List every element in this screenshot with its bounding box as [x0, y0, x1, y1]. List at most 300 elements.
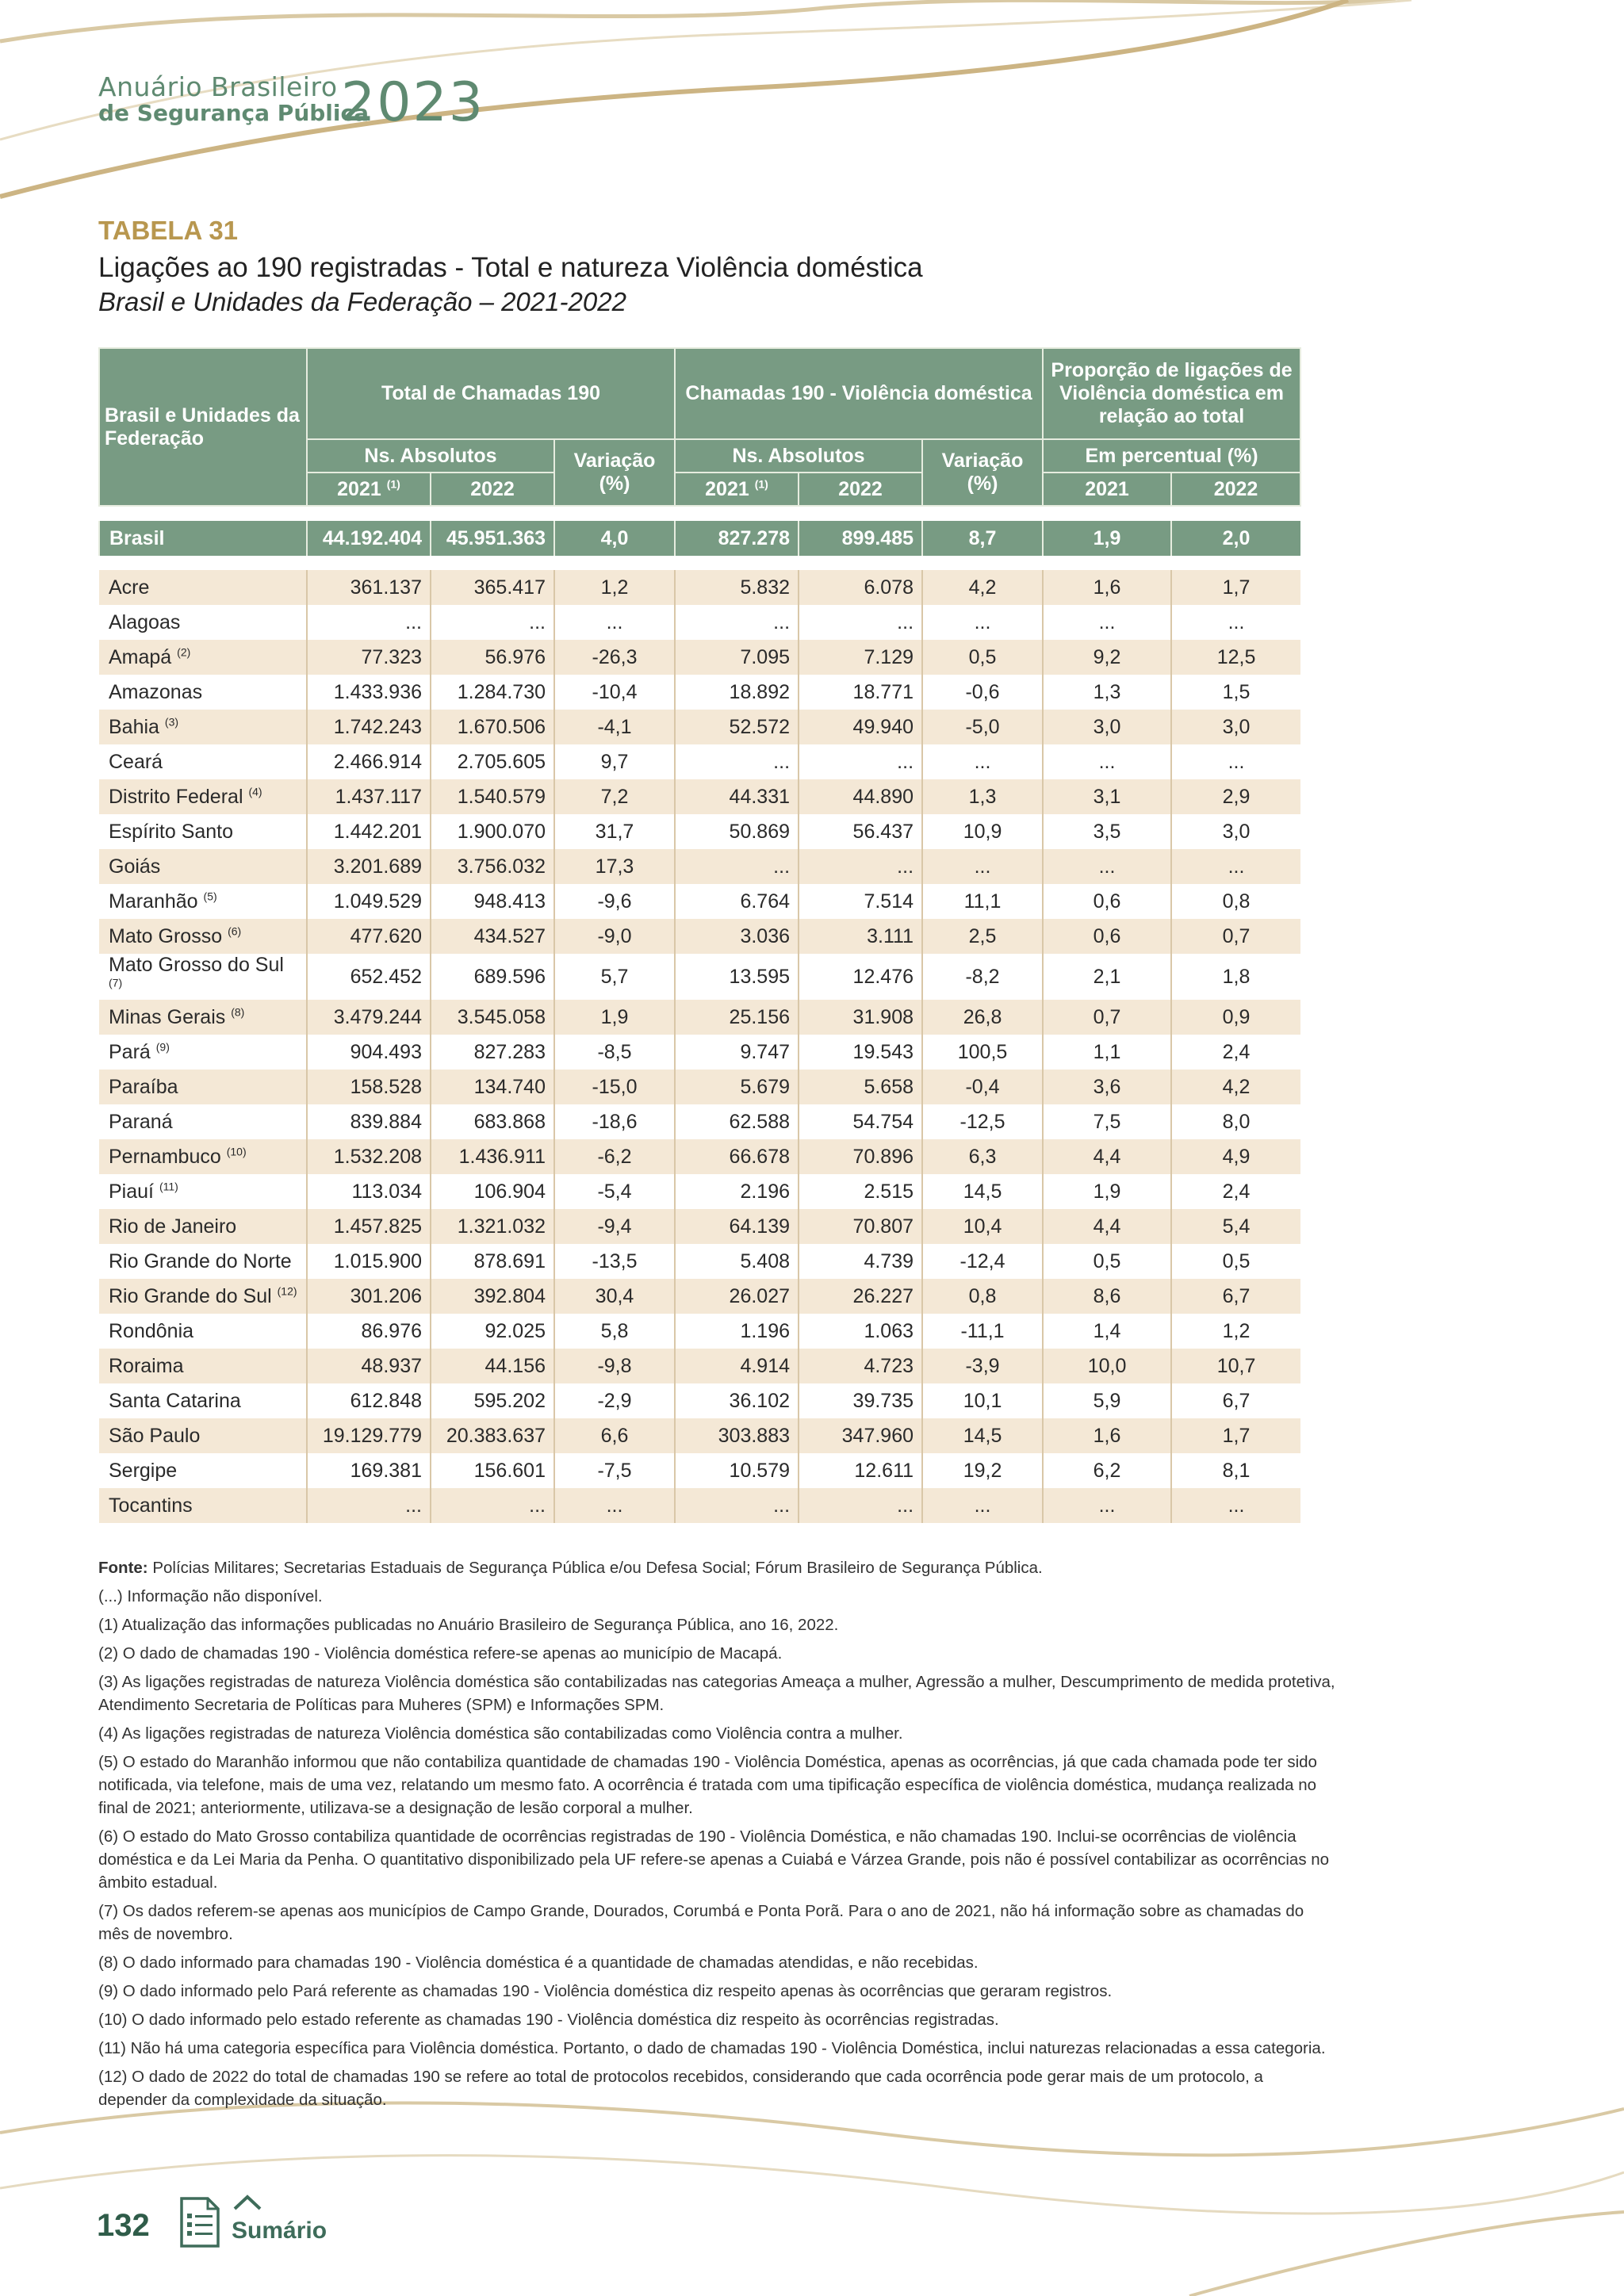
- cell: 9,2: [1043, 640, 1171, 675]
- cell: 1,1: [1043, 1035, 1171, 1070]
- cell: 3.201.689: [307, 849, 431, 884]
- cell: 66.678: [675, 1139, 799, 1174]
- table-row: [99, 710, 1300, 744]
- cell: 2.466.914: [307, 744, 431, 779]
- cell: 49.940: [799, 710, 922, 744]
- cell: 3,6: [1043, 1070, 1171, 1104]
- cell: ...: [799, 849, 922, 884]
- row-name: Rio Grande do Norte: [99, 1244, 307, 1279]
- cell: 4.723: [799, 1349, 922, 1383]
- table-row-brasil: [99, 521, 1300, 556]
- cell: 31,7: [554, 814, 675, 849]
- cell: 2,4: [1171, 1174, 1300, 1209]
- cell: ...: [1171, 1488, 1300, 1523]
- cell: 12.611: [799, 1453, 922, 1488]
- cell: -6,2: [554, 1139, 675, 1174]
- cell: ...: [675, 849, 799, 884]
- footnote-item: (1) Atualização das informações publicadas no Anuário Brasileiro de Segurança Pública, ano 16, 2022.: [98, 1616, 839, 1634]
- cell: 2,9: [1171, 779, 1300, 814]
- cell: ...: [1043, 605, 1171, 640]
- cell: 1,9: [1043, 521, 1171, 556]
- table-row: [99, 1174, 1300, 1209]
- cell: -15,0: [554, 1070, 675, 1104]
- footnote-item: (...) Informação não disponível.: [98, 1587, 323, 1605]
- footnote-item: (6) O estado do Mato Grosso contabiliza quantidade de ocorrências registradas de 190 - Violência Doméstica, e não chamadas 190. Inclui-se ocorrências de violência doméstica e da Lei Maria da Penha. O quantitativo disponibilizado pela UF refere-se apenas a Cuiabá e Várzea Grande, pois não é possível contabilizar as ocorrências no âmbito estadual.: [98, 1827, 1330, 1892]
- cell: 0,6: [1043, 919, 1171, 954]
- row-name: Pará $^{(9)}$: [99, 1035, 307, 1070]
- cell: 5,4: [1171, 1209, 1300, 1244]
- cell: 8,1: [1171, 1453, 1300, 1488]
- cell: 44.192.404: [307, 521, 431, 556]
- cell: 4,2: [922, 570, 1043, 605]
- brand-year: 2023: [341, 71, 485, 134]
- cell: 18.892: [675, 675, 799, 710]
- cell: 361.137: [307, 570, 431, 605]
- header-year-2021: 2021 $^{(1)}$: [675, 473, 799, 506]
- table-label: TABELA 31: [98, 216, 239, 245]
- cell: 0,5: [1171, 1244, 1300, 1279]
- cell: 14,5: [922, 1418, 1043, 1453]
- cell: ...: [922, 605, 1043, 640]
- cell: 6.764: [675, 884, 799, 919]
- cell: 0,8: [1171, 884, 1300, 919]
- row-name: Santa Catarina: [99, 1383, 307, 1418]
- cell: 1.442.201: [307, 814, 431, 849]
- cell: 3.545.058: [431, 1000, 554, 1035]
- header-proportion-group: Proporção de ligações de Violência doméstica em relação ao total: [1043, 348, 1300, 439]
- row-name: Mato Grosso do Sul $^{(7)}$: [99, 954, 307, 1000]
- row-name: Alagoas: [99, 605, 307, 640]
- cell: 62.588: [675, 1104, 799, 1139]
- cell: ...: [799, 1488, 922, 1523]
- cell: 5,9: [1043, 1383, 1171, 1418]
- footnote-item: (11) Não há uma categoria específica para Violência doméstica. Portanto, o dado de chamadas 190 - Violência Doméstica, inclui naturezas relacionadas a essa categoria.: [98, 2039, 1326, 2057]
- table-row: [99, 814, 1300, 849]
- cell: ...: [675, 744, 799, 779]
- cell: 827.283: [431, 1035, 554, 1070]
- cell: 39.735: [799, 1383, 922, 1418]
- cell: 1.670.506: [431, 710, 554, 744]
- cell: 50.869: [675, 814, 799, 849]
- cell: 0,8: [922, 1279, 1043, 1314]
- cell: ...: [922, 849, 1043, 884]
- cell: 2.515: [799, 1174, 922, 1209]
- cell: 303.883: [675, 1418, 799, 1453]
- cell: 6,6: [554, 1418, 675, 1453]
- cell: 0,6: [1043, 884, 1171, 919]
- header-year-2022: 2022: [431, 473, 554, 506]
- footnotes: [98, 1556, 1335, 2117]
- cell: 1,2: [554, 570, 675, 605]
- brand-name-line2: de Segurança Pública: [98, 100, 369, 126]
- cell: 3.111: [799, 919, 922, 954]
- cell: 0,5: [1043, 1244, 1171, 1279]
- table-row: [99, 1070, 1300, 1104]
- cell: 106.904: [431, 1174, 554, 1209]
- cell: 19,2: [922, 1453, 1043, 1488]
- cell: 2,1: [1043, 954, 1171, 1000]
- cell: 3,1: [1043, 779, 1171, 814]
- table-row: [99, 640, 1300, 675]
- cell: 0,9: [1171, 1000, 1300, 1035]
- cell: 134.740: [431, 1070, 554, 1104]
- cell: 156.601: [431, 1453, 554, 1488]
- cell: 1.457.825: [307, 1209, 431, 1244]
- table-row: [99, 1279, 1300, 1314]
- cell: ...: [554, 1488, 675, 1523]
- cell: 86.976: [307, 1314, 431, 1349]
- cell: 10,4: [922, 1209, 1043, 1244]
- cell: 899.485: [799, 521, 922, 556]
- row-name: Tocantins: [99, 1488, 307, 1523]
- cell: ...: [554, 605, 675, 640]
- row-name: São Paulo: [99, 1418, 307, 1453]
- cell: 1,3: [922, 779, 1043, 814]
- cell: ...: [922, 1488, 1043, 1523]
- row-name: Roraima: [99, 1349, 307, 1383]
- cell: 4,4: [1043, 1209, 1171, 1244]
- cell: 1.196: [675, 1314, 799, 1349]
- cell: 1,9: [1043, 1174, 1171, 1209]
- cell: -0,6: [922, 675, 1043, 710]
- cell: 4.739: [799, 1244, 922, 1279]
- row-name: Rondônia: [99, 1314, 307, 1349]
- row-name: Goiás: [99, 849, 307, 884]
- cell: 10,7: [1171, 1349, 1300, 1383]
- footnote-item: (8) O dado informado para chamadas 190 - Violência doméstica é a quantidade de chamadas atendidas, e não recebidas.: [98, 1954, 979, 1972]
- cell: 0,7: [1171, 919, 1300, 954]
- cell: ...: [922, 744, 1043, 779]
- cell: ...: [307, 605, 431, 640]
- header-abs-dv: Ns. Absolutos: [675, 439, 922, 473]
- cell: 56.976: [431, 640, 554, 675]
- cell: 10,9: [922, 814, 1043, 849]
- cell: 2.196: [675, 1174, 799, 1209]
- table-row: [99, 1000, 1300, 1035]
- cell: 4,4: [1043, 1139, 1171, 1174]
- table-row: [99, 954, 1300, 1000]
- cell: 4,0: [554, 521, 675, 556]
- table-row: [99, 1349, 1300, 1383]
- cell: 1.015.900: [307, 1244, 431, 1279]
- cell: 10.579: [675, 1453, 799, 1488]
- cell: 44.156: [431, 1349, 554, 1383]
- cell: 100,5: [922, 1035, 1043, 1070]
- cell: 1.321.032: [431, 1209, 554, 1244]
- cell: 7.129: [799, 640, 922, 675]
- cell: ...: [431, 1488, 554, 1523]
- cell: 169.381: [307, 1453, 431, 1488]
- cell: 904.493: [307, 1035, 431, 1070]
- source-note: Fonte: Polícias Militares; Secretarias Estaduais de Segurança Pública e/ou Defesa Social; Fórum Brasileiro de Segurança Pública.: [98, 1559, 1043, 1577]
- cell: 689.596: [431, 954, 554, 1000]
- cell: 7,2: [554, 779, 675, 814]
- row-name: Amazonas: [99, 675, 307, 710]
- document-list-icon[interactable]: [179, 2196, 220, 2248]
- cell: ...: [307, 1488, 431, 1523]
- cell: 113.034: [307, 1174, 431, 1209]
- cell: 365.417: [431, 570, 554, 605]
- cell: 1.742.243: [307, 710, 431, 744]
- cell: 44.890: [799, 779, 922, 814]
- row-name: Sergipe: [99, 1453, 307, 1488]
- cell: ...: [1043, 1488, 1171, 1523]
- row-name: Mato Grosso $^{(6)}$: [99, 919, 307, 954]
- cell: 8,7: [922, 521, 1043, 556]
- cell: -7,5: [554, 1453, 675, 1488]
- cell: 7,5: [1043, 1104, 1171, 1139]
- cell: 8,0: [1171, 1104, 1300, 1139]
- cell: -9,4: [554, 1209, 675, 1244]
- table-row: [99, 1383, 1300, 1418]
- table-row: [99, 884, 1300, 919]
- cell: 3,0: [1043, 710, 1171, 744]
- table-row: [99, 675, 1300, 710]
- footnote-item: (5) O estado do Maranhão informou que não contabiliza quantidade de chamadas 190 - Violência Doméstica, apenas as ocorrências, já que cada chamada pode ter sido notificada, via telefone, mais de uma vez, relatando um mesmo fato. A ocorrência é tratada com uma tipificação específica de violência doméstica, mudança realizada no final de 2021; anteriormente, utilizava-se a designação de lesão corporal a mulher.: [98, 1753, 1317, 1817]
- cell: -26,3: [554, 640, 675, 675]
- cell: ...: [1171, 849, 1300, 884]
- cell: 19.543: [799, 1035, 922, 1070]
- cell: 26,8: [922, 1000, 1043, 1035]
- cell: 3.756.032: [431, 849, 554, 884]
- cell: 25.156: [675, 1000, 799, 1035]
- footnote-item: (10) O dado informado pelo estado referente as chamadas 190 - Violência doméstica diz respeito às ocorrências registradas.: [98, 2011, 999, 2029]
- brand-logo: [98, 73, 369, 125]
- cell: 1,7: [1171, 570, 1300, 605]
- header-region: Brasil e Unidades da Federação: [99, 348, 307, 506]
- cell: 10,1: [922, 1383, 1043, 1418]
- cell: 5,7: [554, 954, 675, 1000]
- cell: 2,5: [922, 919, 1043, 954]
- cell: 92.025: [431, 1314, 554, 1349]
- cell: ...: [675, 605, 799, 640]
- row-name: Minas Gerais $^{(8)}$: [99, 1000, 307, 1035]
- cell: 1.532.208: [307, 1139, 431, 1174]
- table-row: [99, 1488, 1300, 1523]
- chevron-up-icon[interactable]: [232, 2193, 263, 2212]
- cell: 8,6: [1043, 1279, 1171, 1314]
- cell: 1,5: [1171, 675, 1300, 710]
- cell: 1.049.529: [307, 884, 431, 919]
- cell: -9,8: [554, 1349, 675, 1383]
- cell: 1,4: [1043, 1314, 1171, 1349]
- table-row: [99, 919, 1300, 954]
- cell: 434.527: [431, 919, 554, 954]
- row-name: Brasil: [99, 521, 307, 556]
- cell: -11,1: [922, 1314, 1043, 1349]
- row-name: Distrito Federal $^{(4)}$: [99, 779, 307, 814]
- cell: 12.476: [799, 954, 922, 1000]
- table-row: [99, 1453, 1300, 1488]
- table-row: [99, 1104, 1300, 1139]
- cell: -8,5: [554, 1035, 675, 1070]
- table-header: [99, 348, 1300, 506]
- cell: 3.479.244: [307, 1000, 431, 1035]
- cell: 45.951.363: [431, 521, 554, 556]
- cell: 1,7: [1171, 1418, 1300, 1453]
- table-row: [99, 1209, 1300, 1244]
- cell: 54.754: [799, 1104, 922, 1139]
- cell: -2,9: [554, 1383, 675, 1418]
- cell: -3,9: [922, 1349, 1043, 1383]
- row-name: Bahia $^{(3)}$: [99, 710, 307, 744]
- cell: 9,7: [554, 744, 675, 779]
- row-name: Paraíba: [99, 1070, 307, 1104]
- cell: 3,0: [1171, 710, 1300, 744]
- row-name: Acre: [99, 570, 307, 605]
- table-row: [99, 849, 1300, 884]
- row-name: Pernambuco $^{(10)}$: [99, 1139, 307, 1174]
- cell: 20.383.637: [431, 1418, 554, 1453]
- cell: 5.832: [675, 570, 799, 605]
- cell: 0,5: [922, 640, 1043, 675]
- cell: 18.771: [799, 675, 922, 710]
- cell: 26.227: [799, 1279, 922, 1314]
- header-year-2021: 2021 $^{(1)}$: [307, 473, 431, 506]
- cell: 5.658: [799, 1070, 922, 1104]
- cell: 1,6: [1043, 1418, 1171, 1453]
- cell: 347.960: [799, 1418, 922, 1453]
- cell: 158.528: [307, 1070, 431, 1104]
- cell: 7.514: [799, 884, 922, 919]
- table-row: [99, 1244, 1300, 1279]
- cell: 70.896: [799, 1139, 922, 1174]
- cell: 392.804: [431, 1279, 554, 1314]
- cell: ...: [431, 605, 554, 640]
- table-row: [99, 1314, 1300, 1349]
- cell: -4,1: [554, 710, 675, 744]
- footnote-item: (2) O dado de chamadas 190 - Violência doméstica refere-se apenas ao município de Macapá.: [98, 1644, 783, 1663]
- cell: 70.807: [799, 1209, 922, 1244]
- row-name: Espírito Santo: [99, 814, 307, 849]
- cell: 48.937: [307, 1349, 431, 1383]
- sumario-link[interactable]: Sumário: [232, 2218, 327, 2244]
- footnote-item: (3) As ligações registradas de natureza Violência doméstica são contabilizadas nas categorias Ameaça a mulher, Agressão a mulher, Descumprimento de medida protetiva, Atendimento Secretaria de Políticas para Muheres (SPM) e Informações SPM.: [98, 1673, 1335, 1714]
- cell: 1.437.117: [307, 779, 431, 814]
- row-name: Paraná: [99, 1104, 307, 1139]
- table-row: [99, 605, 1300, 640]
- cell: 52.572: [675, 710, 799, 744]
- cell: 13.595: [675, 954, 799, 1000]
- cell: 1,8: [1171, 954, 1300, 1000]
- row-name: Amapá $^{(2)}$: [99, 640, 307, 675]
- cell: 3,0: [1171, 814, 1300, 849]
- table-body: [99, 570, 1300, 1523]
- cell: ...: [799, 605, 922, 640]
- header-percent: Em percentual (%): [1043, 439, 1300, 473]
- cell: 827.278: [675, 521, 799, 556]
- header-total-group: Total de Chamadas 190: [307, 348, 675, 439]
- cell: 14,5: [922, 1174, 1043, 1209]
- table-row: [99, 1418, 1300, 1453]
- table-row: [99, 744, 1300, 779]
- row-name: Rio de Janeiro: [99, 1209, 307, 1244]
- table-subtitle: Brasil e Unidades da Federação – 2021-2022: [98, 287, 626, 316]
- header-year-2022: 2022: [1171, 473, 1300, 506]
- cell: 595.202: [431, 1383, 554, 1418]
- header-year-2022: 2022: [799, 473, 922, 506]
- cell: -10,4: [554, 675, 675, 710]
- cell: 64.139: [675, 1209, 799, 1244]
- header-year-2021: 2021: [1043, 473, 1171, 506]
- header-abs-total: Ns. Absolutos: [307, 439, 554, 473]
- row-name: Ceará: [99, 744, 307, 779]
- cell: 1,3: [1043, 675, 1171, 710]
- cell: 0,7: [1043, 1000, 1171, 1035]
- cell: -8,2: [922, 954, 1043, 1000]
- cell: 4,9: [1171, 1139, 1300, 1174]
- cell: 44.331: [675, 779, 799, 814]
- footnote-item: (12) O dado de 2022 do total de chamadas 190 se refere ao total de protocolos recebidos, considerando que cada ocorrência pode gerar mais de um protocolo, a depender da complexidade da situação.: [98, 2068, 1263, 2109]
- cell: -5,0: [922, 710, 1043, 744]
- page-number: 132: [97, 2208, 150, 2243]
- cell: 26.027: [675, 1279, 799, 1314]
- cell: 17,3: [554, 849, 675, 884]
- data-table: [98, 347, 1301, 1523]
- row-name: Piauí $^{(11)}$: [99, 1174, 307, 1209]
- cell: 77.323: [307, 640, 431, 675]
- cell: 1.436.911: [431, 1139, 554, 1174]
- cell: 477.620: [307, 919, 431, 954]
- cell: 5,8: [554, 1314, 675, 1349]
- cell: 839.884: [307, 1104, 431, 1139]
- cell: 6,2: [1043, 1453, 1171, 1488]
- cell: 10,0: [1043, 1349, 1171, 1383]
- table-row: [99, 779, 1300, 814]
- cell: 31.908: [799, 1000, 922, 1035]
- cell: 612.848: [307, 1383, 431, 1418]
- cell: 19.129.779: [307, 1418, 431, 1453]
- cell: -12,5: [922, 1104, 1043, 1139]
- cell: 3.036: [675, 919, 799, 954]
- cell: 9.747: [675, 1035, 799, 1070]
- cell: 1.284.730: [431, 675, 554, 710]
- cell: 4.914: [675, 1349, 799, 1383]
- cell: -13,5: [554, 1244, 675, 1279]
- footnote-item: (7) Os dados referem-se apenas aos municípios de Campo Grande, Dourados, Corumbá e Ponta Porã. Para o ano de 2021, não há informação sobre as chamadas do mês de novembro.: [98, 1902, 1304, 1943]
- cell: 1.540.579: [431, 779, 554, 814]
- cell: 56.437: [799, 814, 922, 849]
- cell: -9,0: [554, 919, 675, 954]
- cell: ...: [1043, 744, 1171, 779]
- cell: 6,7: [1171, 1279, 1300, 1314]
- footnote-item: (9) O dado informado pelo Pará referente as chamadas 190 - Violência doméstica diz respeito apenas às ocorrências que geraram registros.: [98, 1982, 1113, 2000]
- row-name: Maranhão $^{(5)}$: [99, 884, 307, 919]
- cell: 4,2: [1171, 1070, 1300, 1104]
- header-dv-group: Chamadas 190 - Violência doméstica: [675, 348, 1043, 439]
- cell: ...: [675, 1488, 799, 1523]
- cell: ...: [1043, 849, 1171, 884]
- cell: 2.705.605: [431, 744, 554, 779]
- cell: -12,4: [922, 1244, 1043, 1279]
- cell: 1,2: [1171, 1314, 1300, 1349]
- cell: 652.452: [307, 954, 431, 1000]
- cell: 36.102: [675, 1383, 799, 1418]
- brand-name-line1: Anuário Brasileiro: [98, 71, 338, 102]
- cell: 5.408: [675, 1244, 799, 1279]
- cell: 3,5: [1043, 814, 1171, 849]
- cell: 1,9: [554, 1000, 675, 1035]
- header-var-dv: Variação (%): [922, 439, 1043, 506]
- cell: 12,5: [1171, 640, 1300, 675]
- cell: 948.413: [431, 884, 554, 919]
- cell: 6,7: [1171, 1383, 1300, 1418]
- cell: ...: [1171, 605, 1300, 640]
- table-title: Ligações ao 190 registradas - Total e natureza Violência doméstica: [98, 252, 923, 283]
- cell: 878.691: [431, 1244, 554, 1279]
- cell: 1,6: [1043, 570, 1171, 605]
- cell: 7.095: [675, 640, 799, 675]
